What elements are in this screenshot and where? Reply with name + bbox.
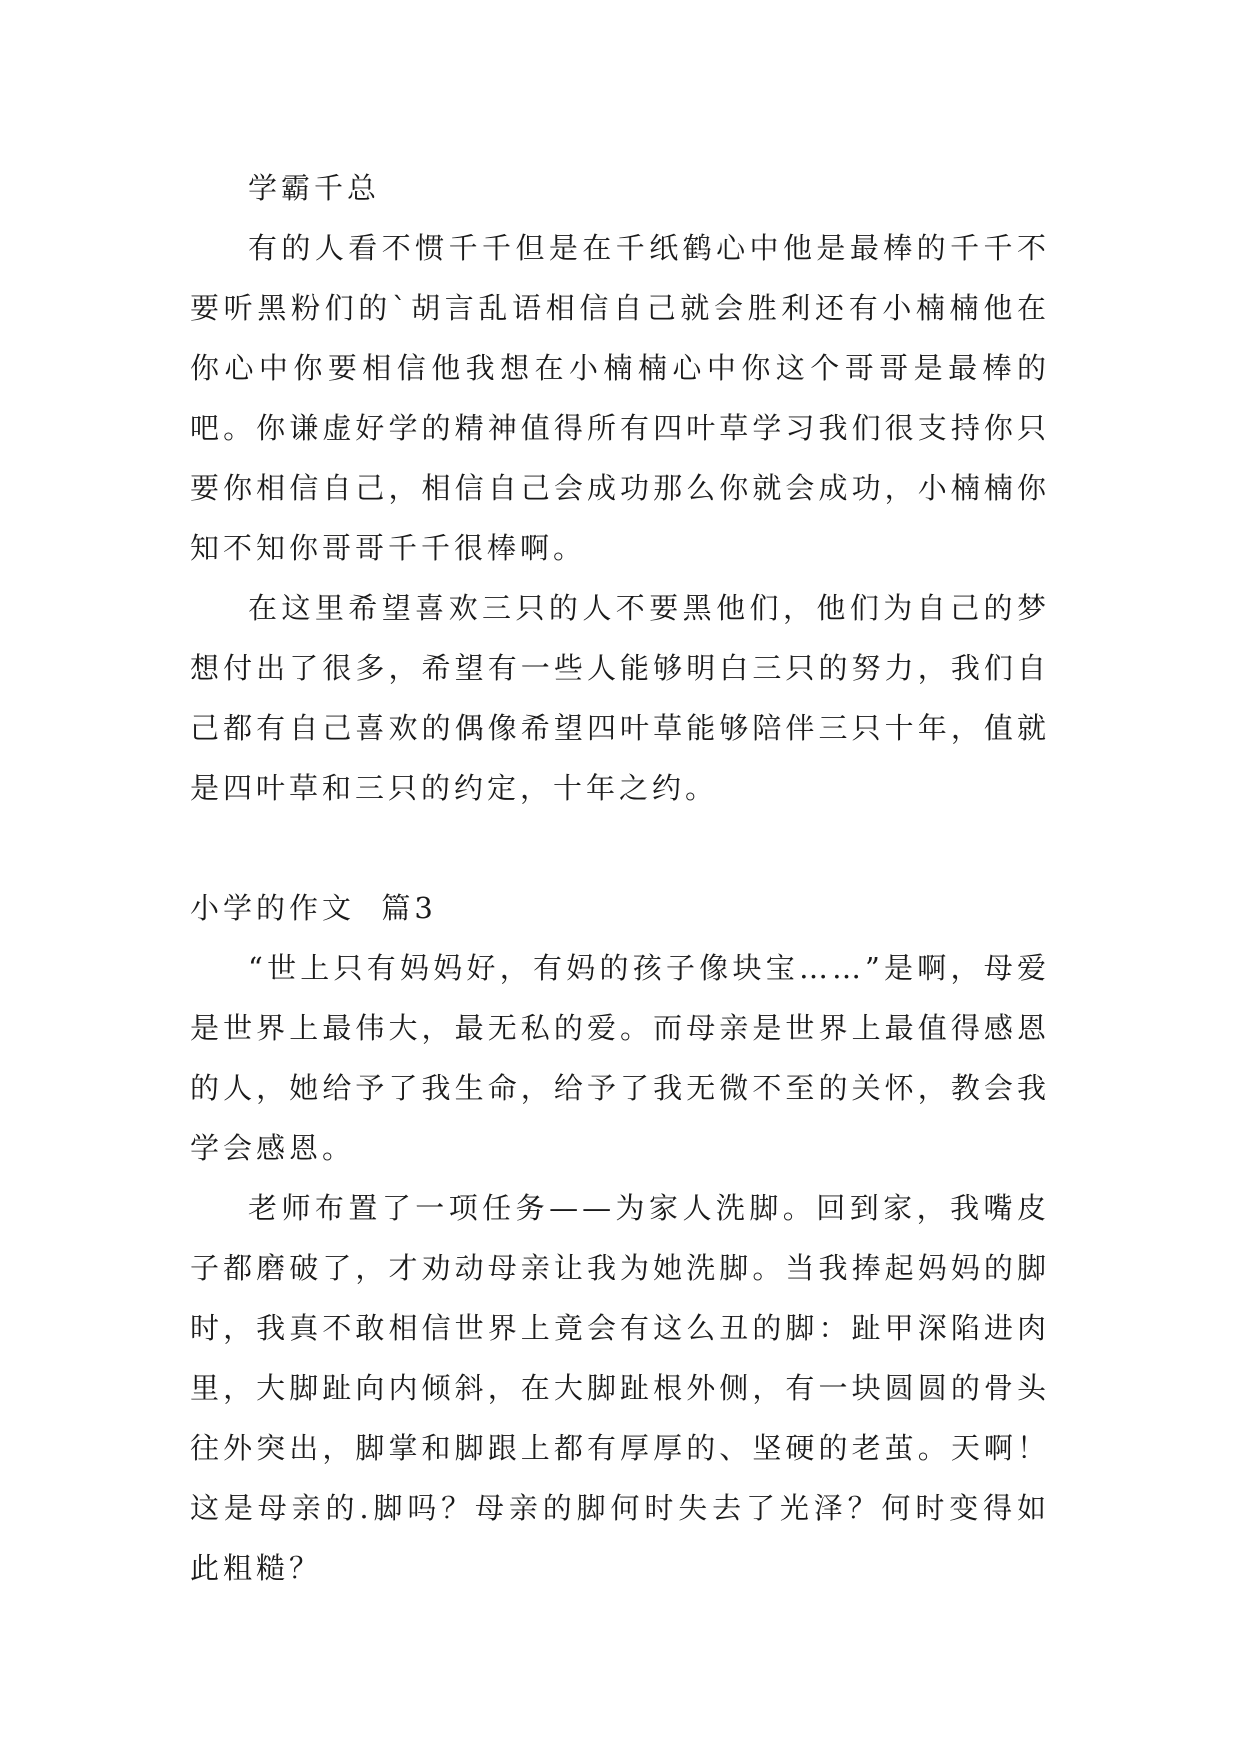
- essay-heading: 小学的作文 篇3: [190, 891, 437, 925]
- paragraph: 在这里希望喜欢三只的人不要黑他们，他们为自己的梦想付出了很多，希望有一些人能够明白三只的努力，我们自己都有自己喜欢的偶像希望四叶草能够陪伴三只十年，值就是四叶草和三只的约定，十年之约。: [190, 591, 1050, 805]
- section-subtitle: 学霸千总: [248, 171, 381, 205]
- paragraph: 老师布置了一项任务——为家人洗脚。回到家，我嘴皮子都磨破了，才劝动母亲让我为她洗脚。当我捧起妈妈的脚时，我真不敢相信世界上竟会有这么丑的脚：趾甲深陷进肉里，大脚趾向内倾斜，在大脚趾根外侧，有一块圆圆的骨头往外突出，脚掌和脚跟上都有厚厚的、坚硬的老茧。天啊！这是母亲的.脚吗？母亲的脚何时失去了光泽？何时变得如此粗糙？: [190, 1191, 1050, 1585]
- document-body: [190, 158, 1050, 1598]
- paragraph: 有的人看不惯千千但是在千纸鹤心中他是最棒的千千不要听黑粉们的`胡言乱语相信自己就会胜利还有小楠楠他在你心中你要相信他我想在小楠楠心中你这个哥哥是最棒的吧。你谦虚好学的精神值得所有四叶草学习我们很支持你只要你相信自己，相信自己会成功那么你就会成功，小楠楠你知不知你哥哥千千很棒啊。: [190, 231, 1050, 565]
- paragraph: “世上只有妈妈好，有妈的孩子像块宝……”是啊，母爱是世界上最伟大，最无私的爱。而母亲是世界上最值得感恩的人，她给予了我生命，给予了我无微不至的关怀，教会我学会感恩。: [190, 951, 1050, 1165]
